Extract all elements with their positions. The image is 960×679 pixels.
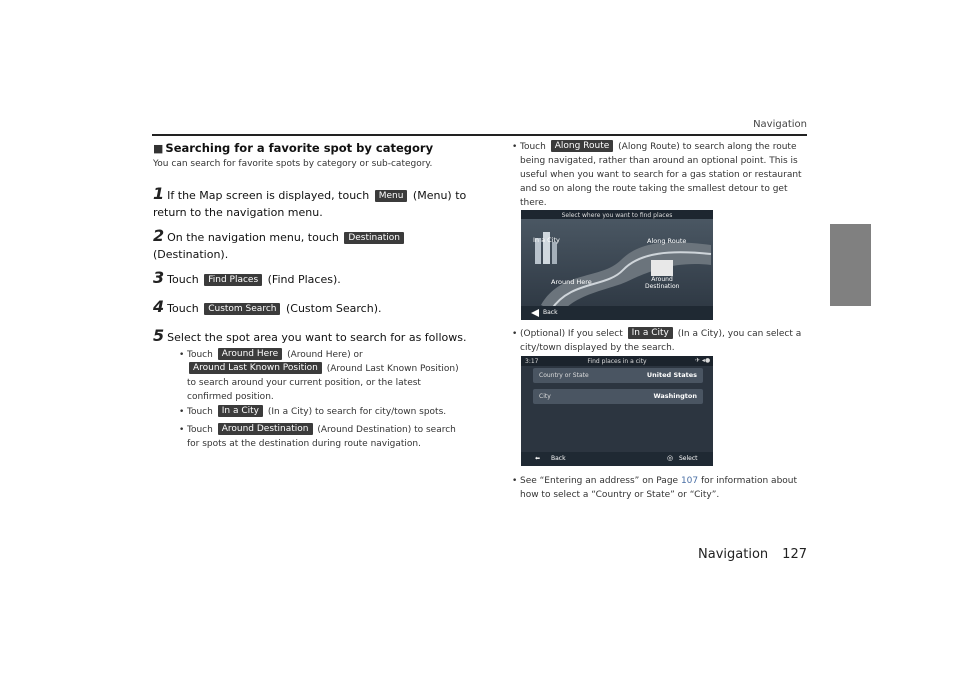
section-intro: You can search for favorite spots by category or sub-category. — [153, 159, 433, 169]
screen-title: Select where you want to find places — [561, 212, 673, 219]
bullet-text: Touch — [187, 407, 213, 417]
bullet-text: (Around Destination) to search for spots at the destination during route navigation. — [187, 425, 456, 449]
city-label: City — [539, 393, 551, 400]
chapter-side-tab — [830, 224, 871, 306]
bullet-text: (In a City), you can select a city/town displayed by the search. — [520, 329, 802, 353]
step-text: If the Map screen is displayed, touch — [167, 189, 370, 202]
step-number: 2 — [153, 226, 165, 245]
country-label: Country or State — [539, 372, 589, 379]
footer-section: Navigation — [698, 547, 769, 562]
step-4 — [153, 298, 473, 317]
step-number: 5 — [153, 326, 165, 345]
around-destination-button[interactable]: Around Destination — [218, 423, 313, 435]
step-text: Touch — [167, 273, 199, 286]
custom-search-button[interactable]: Custom Search — [204, 303, 280, 315]
bullet-text: Touch — [187, 425, 213, 435]
bullet-text: (Around Last Known Position) to search around your current position, or the latest confirmed position. — [187, 364, 459, 402]
step-text: Select the spot area you want to search for as follows. — [167, 331, 467, 344]
around-destination-option[interactable]: Around Destination — [645, 276, 680, 290]
step-text: (Destination). — [153, 248, 229, 261]
step-number: 1 — [153, 184, 165, 203]
bullet-around-here: • Touch Around Here (Around Here) or Around Last Known Position (Around Last Known Position) to search around your current position, or the latest confirmed position. — [179, 349, 459, 402]
bullet-text: (Along Route) to search along the route being navigated, rather than around an optional point. This is useful when you want to search for a gas station or restaurant and so on along the route taking the smallest detour to get there. — [520, 142, 802, 208]
step-5 — [153, 327, 473, 346]
bullet-optional-city: • (Optional) If you select In a City (In a City), you can select a city/town displayed by the search. — [512, 328, 802, 353]
step-1 — [153, 185, 473, 221]
section-marker: ■ — [153, 142, 164, 155]
bullet-along-route: • Touch Along Route (Along Route) to search along the route being navigated, rather than around an optional point. This is useful when you want to search for a gas station or restaurant and so on along the route taking the smallest detour to get there. — [512, 141, 802, 208]
running-header: Navigation — [753, 119, 807, 130]
bullet-text: (Optional) If you select — [520, 329, 623, 339]
step-text: (Menu) to return to the navigation menu. — [153, 189, 467, 219]
select-icon[interactable]: ◎ — [667, 454, 674, 462]
header-rule — [152, 134, 807, 136]
page-link[interactable]: 107 — [680, 476, 699, 486]
page-number: 127 — [782, 547, 807, 562]
along-route-button[interactable]: Along Route — [551, 140, 614, 152]
bullet-around-destination: • Touch Around Destination (Around Destination) to search for spots at the destination during route navigation. — [179, 424, 456, 449]
step-text: (Custom Search). — [285, 302, 382, 315]
screen-clock: 3:17 — [525, 358, 539, 365]
section-heading-text: Searching for a favorite spot by category — [165, 141, 434, 155]
around-here-button[interactable]: Around Here — [218, 348, 283, 360]
screen-title: Find places in a city — [587, 358, 647, 365]
back-button[interactable]: Back — [551, 455, 566, 462]
around-here-option[interactable]: Around Here — [551, 278, 592, 286]
section-heading — [153, 141, 433, 155]
destination-button[interactable]: Destination — [344, 232, 404, 244]
bullet-in-a-city: • Touch In a City (In a City) to search for city/town spots. — [179, 406, 447, 417]
menu-button[interactable]: Menu — [375, 190, 408, 202]
bullet-text: Touch — [520, 142, 546, 152]
step-3 — [153, 269, 473, 288]
find-places-in-city-screenshot — [521, 356, 713, 466]
in-a-city-button-right[interactable]: In a City — [628, 327, 673, 339]
in-a-city-button[interactable]: In a City — [218, 405, 263, 417]
step-2 — [153, 227, 473, 263]
country-row[interactable] — [533, 368, 703, 383]
bullet-text: Touch — [187, 350, 213, 360]
city-value: Washington — [653, 392, 697, 400]
select-where-screenshot — [521, 210, 713, 320]
bullet-text: (Around Here) or — [287, 350, 363, 360]
step-number: 3 — [153, 268, 165, 287]
bullet-text: for information about how to select a “Country or State” or “City”. — [520, 476, 798, 500]
city-row[interactable] — [533, 389, 703, 404]
bullet-text: See “Entering an address” on Page — [520, 476, 679, 486]
screen-map-graphic — [521, 210, 713, 320]
back-arrow-icon[interactable]: ⬅ — [535, 455, 541, 462]
in-a-city-option[interactable]: In a City — [533, 236, 560, 244]
country-value: United States — [646, 371, 697, 379]
step-text: (Find Places). — [267, 273, 341, 286]
bullet-text: (In a City) to search for city/town spots. — [267, 407, 447, 417]
step-number: 4 — [153, 297, 165, 316]
find-places-button[interactable]: Find Places — [204, 274, 262, 286]
step-text: Touch — [167, 302, 199, 315]
select-button[interactable]: Select — [679, 455, 698, 462]
back-button[interactable]: Back — [543, 309, 558, 316]
bullet-see-page: • See “Entering an address” on Page 107 for information about how to select a “Country or State” or “City”. — [512, 476, 798, 500]
step-text: On the navigation menu, touch — [167, 231, 339, 244]
along-route-option[interactable]: Along Route — [647, 237, 687, 245]
status-icons: ✈ ◂● — [695, 357, 711, 364]
page-footer — [698, 547, 807, 562]
around-last-known-position-button[interactable]: Around Last Known Position — [189, 362, 322, 374]
